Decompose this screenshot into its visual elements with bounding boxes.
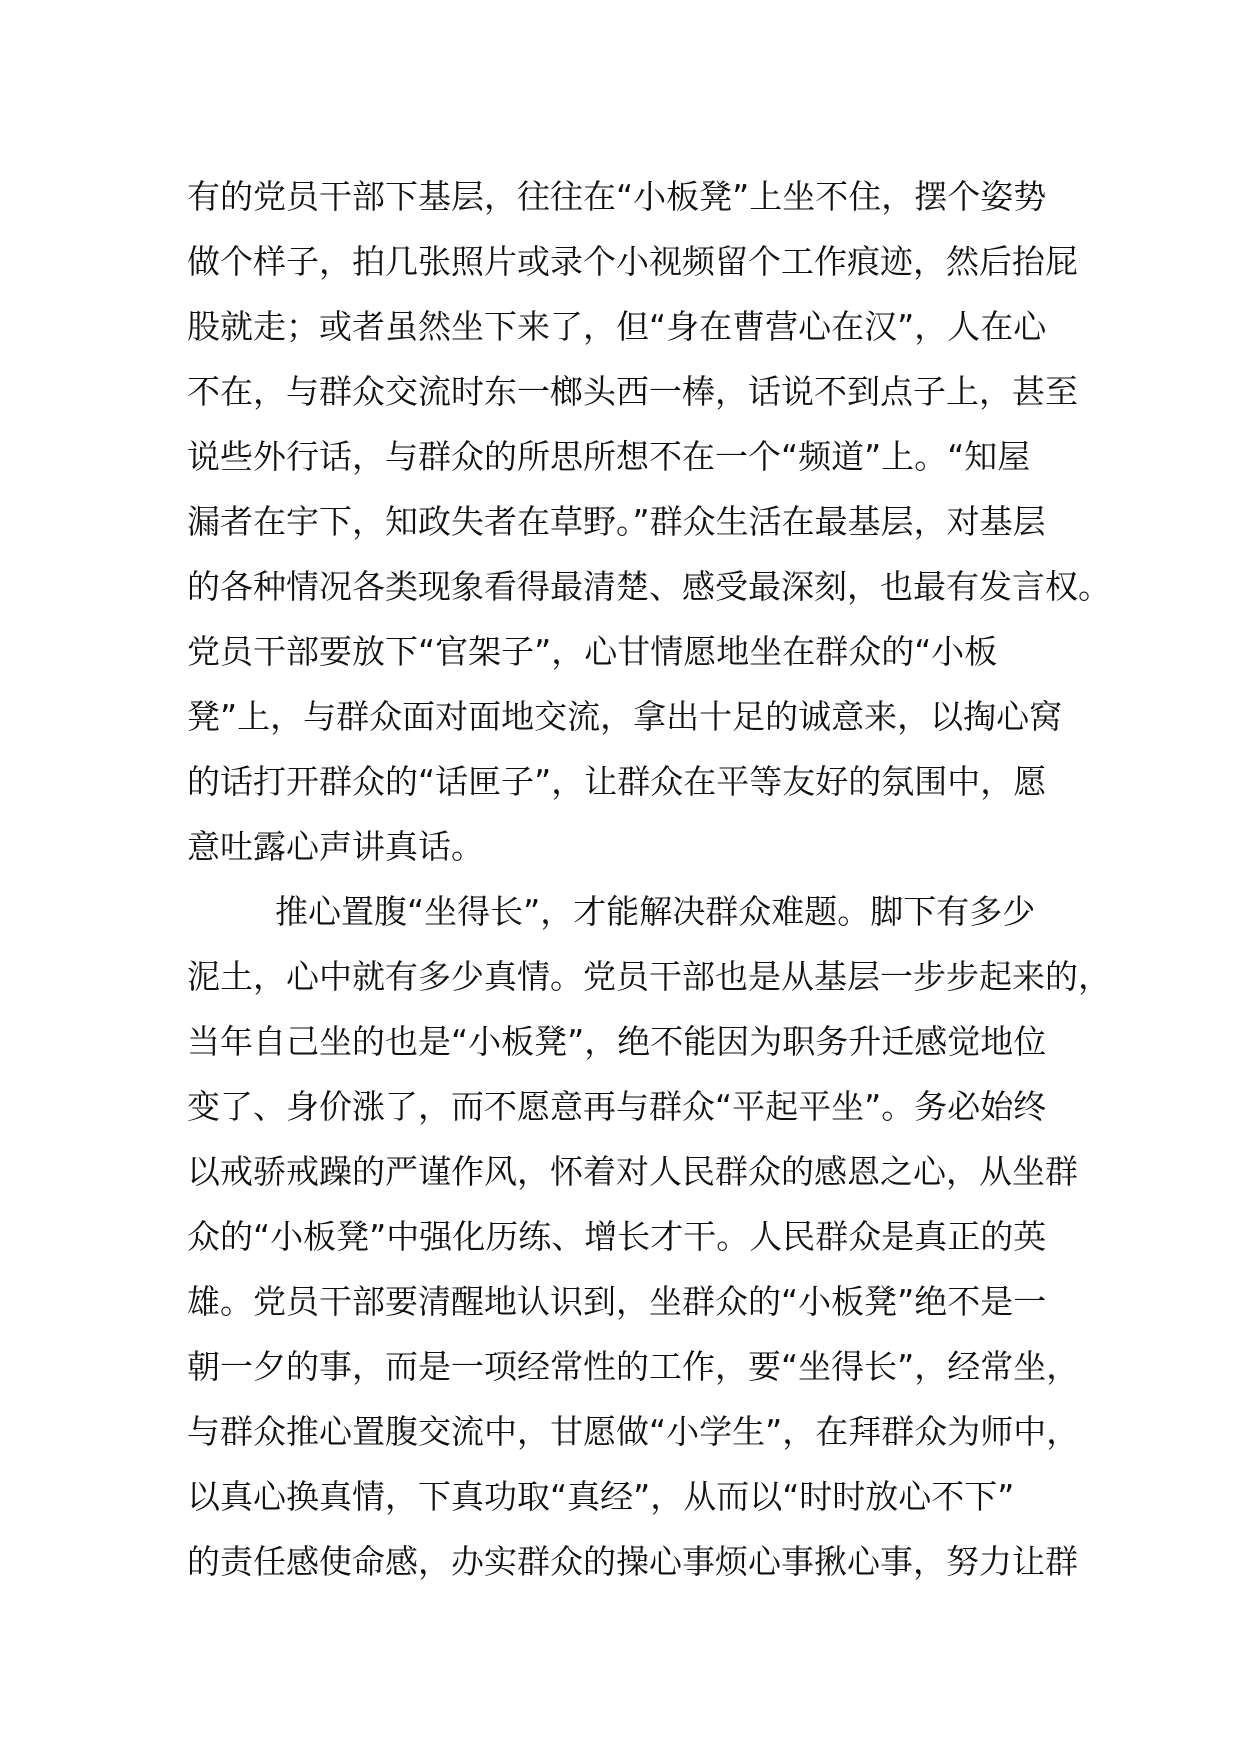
- text-line: 意吐露心声讲真话。: [187, 827, 484, 866]
- paragraph-1: [187, 164, 1111, 879]
- text-line: 泥土，心中就有多少真情。党员干部也是从基层一步步起来的，: [187, 957, 1111, 996]
- text-line: 有的党员干部下基层，往往在“小板凳”上坐不住，摆个姿势: [187, 177, 1047, 216]
- text-line: 众的“小板凳”中强化历练、增长才干。人民群众是真正的英: [187, 1217, 1047, 1256]
- text-line: 雄。党员干部要清醒地认识到，坐群众的“小板凳”绝不是一: [187, 1282, 1047, 1321]
- text-line-indented: 推心置腹“坐得长”，才能解决群众难题。脚下有多少: [275, 892, 1036, 931]
- paragraph-2: [187, 879, 1111, 1594]
- text-line: 当年自己坐的也是“小板凳”，绝不能因为职务升迁感觉地位: [187, 1022, 1047, 1061]
- text-line: 做个样子，拍几张照片或录个小视频留个工作痕迹，然后抬屁: [187, 242, 1078, 281]
- text-line: 的责任感使命感，办实群众的操心事烦心事揪心事，努力让群: [187, 1542, 1078, 1581]
- text-line: 股就走；或者虽然坐下来了，但“身在曹营心在汉”，人在心: [187, 307, 1047, 346]
- text-line: 的各种情况各类现象看得最清楚、感受最深刻，也最有发言权。: [187, 567, 1111, 606]
- text-line: 凳”上，与群众面对面地交流，拿出十足的诚意来，以掏心窝: [187, 697, 1063, 736]
- document-body: [187, 164, 1111, 1594]
- text-line: 以戒骄戒躁的严谨作风，怀着对人民群众的感恩之心，从坐群: [187, 1152, 1078, 1191]
- text-line: 说些外行话，与群众的所思所想不在一个“频道”上。“知屋: [187, 437, 1031, 476]
- text-line: 朝一夕的事，而是一项经常性的工作，要“坐得长”，经常坐，: [187, 1347, 1080, 1386]
- text-line: 的话打开群众的“话匣子”，让群众在平等友好的氛围中，愿: [187, 762, 1047, 801]
- text-line: 党员干部要放下“官架子”，心甘情愿地坐在群众的“小板: [187, 632, 998, 671]
- text-line: 与群众推心置腹交流中，甘愿做“小学生”，在拜群众为师中，: [187, 1412, 1080, 1451]
- text-line: 不在，与群众交流时东一榔头西一棒，话说不到点子上，甚至: [187, 372, 1078, 411]
- text-line: 变了、身价涨了，而不愿意再与群众“平起平坐”。务必始终: [187, 1087, 1047, 1126]
- text-line: 漏者在宇下，知政失者在草野。”群众生活在最基层，对基层: [187, 502, 1046, 541]
- text-line: 以真心换真情，下真功取“真经”，从而以“时时放心不下”: [187, 1477, 1015, 1516]
